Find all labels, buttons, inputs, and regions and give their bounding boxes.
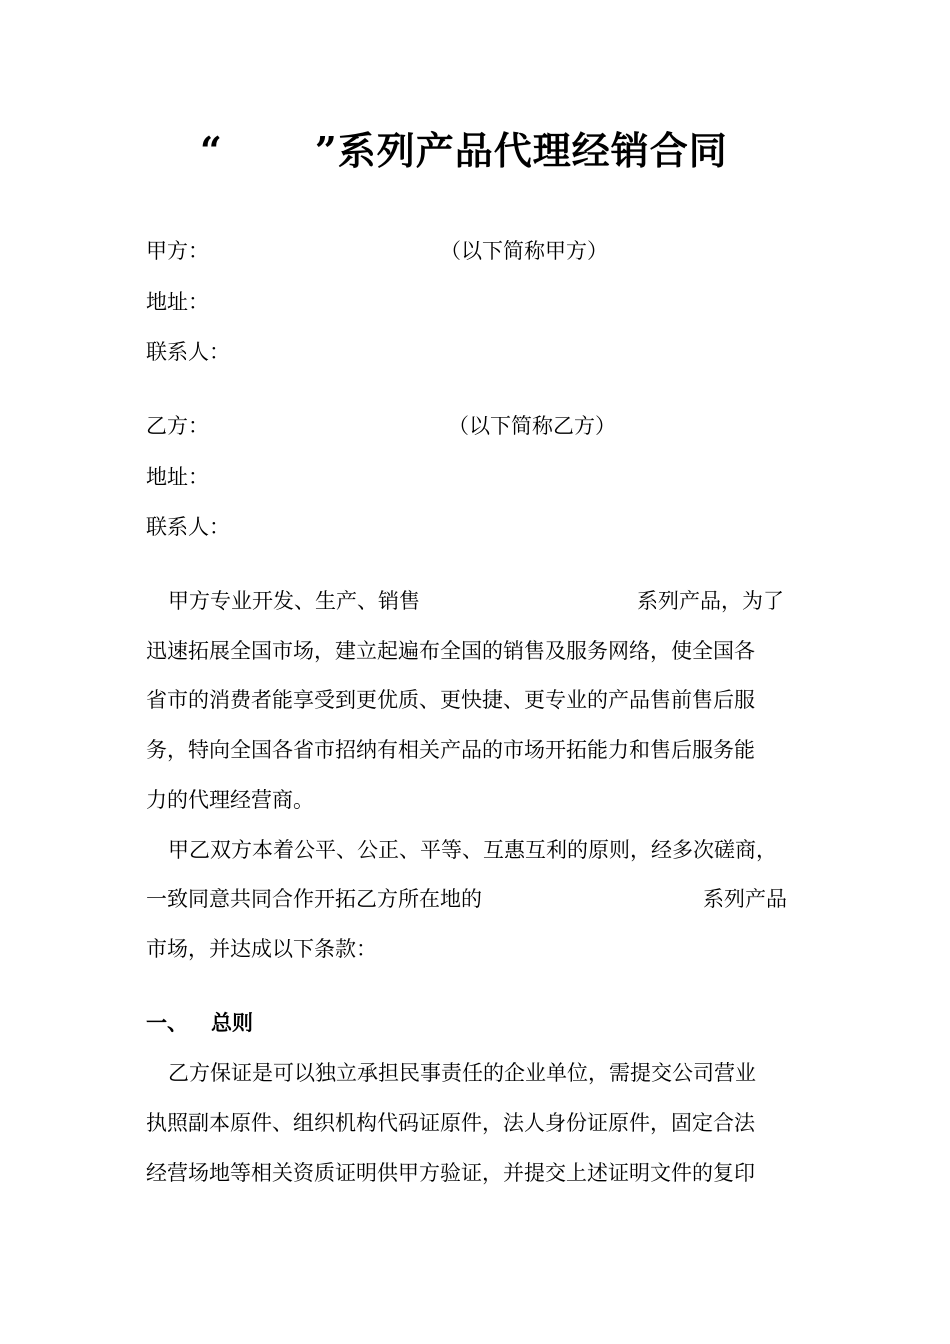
party-b-address-label: 地址： bbox=[146, 465, 209, 489]
intro-p1-line2: 迅速拓展全国市场，建立起遍布全国的销售及服务网络，使全国各 bbox=[146, 639, 755, 663]
section1-line3: 经营场地等相关资质证明供甲方验证，并提交上述证明文件的复印 bbox=[146, 1161, 755, 1185]
intro-p2-line2-a: 一致同意共同合作开拓乙方所在地的 bbox=[146, 887, 482, 911]
title-text: 系列产品代理经销合同 bbox=[337, 128, 728, 173]
party-a-contact-label: 联系人： bbox=[146, 340, 230, 364]
intro-p2-line1: 甲乙双方本着公平、公正、平等、互惠互利的原则，经多次磋商， bbox=[168, 838, 777, 862]
title-close-quote: ” bbox=[314, 128, 338, 173]
section1-line1: 乙方保证是可以独立承担民事责任的企业单位，需提交公司营业 bbox=[168, 1061, 756, 1085]
party-a-label: 甲方： bbox=[146, 239, 209, 263]
section1-heading: 总则 bbox=[211, 1010, 253, 1035]
party-a-alias: （以下简称甲方） bbox=[440, 239, 608, 263]
party-b-contact-label: 联系人： bbox=[146, 515, 230, 539]
intro-p1-line4: 务，特向全国各省市招纳有相关产品的市场开拓能力和售后服务能 bbox=[146, 738, 755, 762]
intro-p1-line5: 力的代理经营商。 bbox=[146, 788, 314, 812]
title-open-quote: “ bbox=[200, 128, 223, 173]
intro-p2-line2-b: 系列产品 bbox=[703, 887, 787, 911]
intro-p1-line1-a: 甲方专业开发、生产、销售 bbox=[168, 589, 420, 613]
intro-p1-line3: 省市的消费者能享受到更优质、更快捷、更专业的产品售前售后服 bbox=[146, 688, 755, 712]
section1-number: 一、 bbox=[146, 1010, 188, 1035]
party-b-label: 乙方： bbox=[146, 414, 209, 438]
intro-p2-line3: 市场，并达成以下条款： bbox=[146, 937, 377, 961]
party-a-address-label: 地址： bbox=[146, 290, 209, 314]
section1-line2: 执照副本原件、组织机构代码证原件，法人身份证原件，固定合法 bbox=[146, 1111, 755, 1135]
contract-title bbox=[200, 126, 728, 176]
party-b-alias: （以下简称乙方） bbox=[448, 414, 616, 438]
intro-p1-line1-b: 系列产品，为了 bbox=[637, 589, 784, 613]
